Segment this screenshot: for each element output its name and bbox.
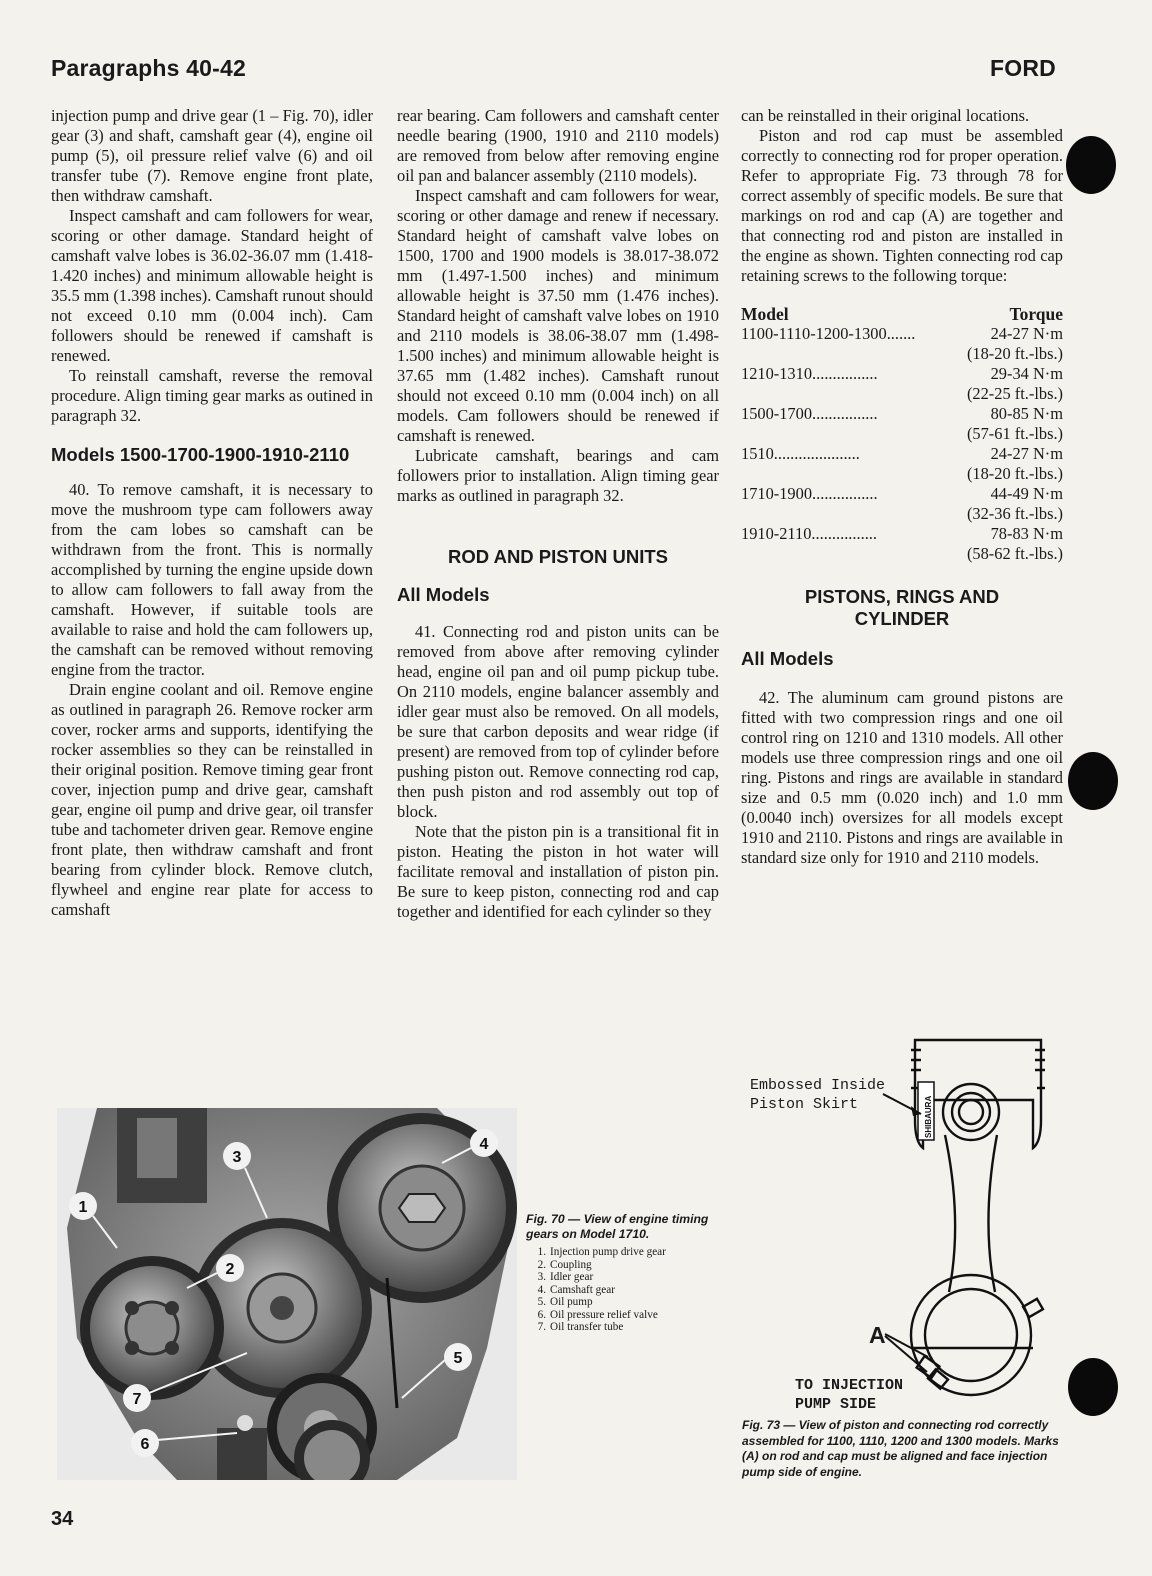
paragraph: 41. Connecting rod and piston units can be removed from above after removing cylinder head, engine oil pan and oil pump pickup tube. On 2110 models, engine balancer assembly and idler gear must also be removed. On all models, be sure that carbon deposits and wear ridge (if present) are removed from top of cylinder before pushing piston out. Remove connecting rod cap, then push piston and rod assembly out top of block.: [397, 622, 719, 821]
torque-nm: 80-85 N·m: [990, 404, 1063, 423]
torque-nm: 78-83 N·m: [990, 524, 1063, 543]
torque-row-ftlbs: [741, 544, 1063, 564]
torque-row-ftlbs: [741, 424, 1063, 444]
legend-number: 3.: [537, 1271, 546, 1283]
torque-empty: [741, 424, 949, 444]
label-pump-line: PUMP SIDE: [795, 1396, 877, 1413]
torque-nm: 29-34 N·m: [990, 364, 1063, 383]
embossed-text: SHIBAURA: [924, 1095, 933, 1138]
paragraph: Note that the piston pin is a transitional fit in piston. Heating the piston in hot water will facilitate removal and installation of piston pin. Be sure to keep piston, connecting rod and cap together and identified for each cylinder so they: [397, 822, 719, 921]
torque-row: [741, 364, 1063, 384]
legend-item: [526, 1259, 711, 1272]
paragraph: 40. To remove camshaft, it is necessary to move the mushroom type cam followers away from the cam lobes so camshaft can be withdrawn from the front. This is normally accomplished by turning the engine upside down to allow cam followers to fall away from the camshaft. However, if suitable tools are available to raise and hold the cam followers up, the camshaft can be removed without removing engine from the tractor.: [51, 480, 373, 679]
paragraph: Drain engine coolant and oil. Remove engine as outlined in paragraph 26. Remove rocker arm cover, rocker arms and supports, identifying the rocker assemblies so they can be reinstalled in their original position. Remove timing gear front cover, injection pump and drive gear, camshaft gear, engine oil pump and drive gear, oil transfer tube and tachometer driven gear. Remove engine front plate, then withdraw camshaft and front bearing from cylinder block. Remove clutch, flywheel and engine rear plate for access to camshaft: [51, 680, 373, 919]
callout-5: 5: [453, 1350, 463, 1367]
torque-model: [741, 524, 949, 544]
torque-model-label: 1710-1900: [741, 484, 813, 503]
page-header-right: FORD: [990, 55, 1056, 81]
torque-empty: [741, 344, 949, 364]
torque-model-label: 1500-1700: [741, 404, 813, 423]
legend-item: [526, 1309, 711, 1322]
binder-hole: [1068, 752, 1118, 810]
callout-2: 2: [225, 1261, 235, 1278]
legend-item: [526, 1271, 711, 1284]
section-title-line: PISTONS, RINGS AND: [804, 586, 1000, 607]
binder-hole: [1068, 1358, 1118, 1416]
torque-ftlbs: (18-20 ft.-lbs.): [966, 344, 1063, 363]
torque-empty: [741, 384, 949, 404]
section-heading: Models 1500-1700-1900-1910-2110: [51, 444, 350, 465]
torque-row: [741, 444, 1063, 464]
mark-a: A: [869, 1322, 886, 1348]
leader-dots: ................: [812, 484, 878, 503]
legend-item: [526, 1284, 711, 1297]
torque-ftlbs: (18-20 ft.-lbs.): [966, 464, 1063, 483]
torque-model: [741, 484, 949, 504]
label-embossed: [750, 1076, 885, 1114]
legend-label: Camshaft gear: [550, 1283, 615, 1296]
legend-number: 1.: [537, 1246, 546, 1258]
torque-model-label: 1100-1110-1200-1300: [741, 324, 887, 343]
torque-row-ftlbs: [741, 344, 1063, 364]
label-embossed-line: Embossed Inside: [750, 1077, 886, 1094]
torque-empty: [741, 464, 949, 484]
torque-model-label: 1210-1310: [741, 364, 813, 383]
section-title: ROD AND PISTON UNITS: [448, 546, 668, 567]
legend-item: [526, 1246, 711, 1259]
column-3: [741, 106, 1063, 868]
legend-number: 4.: [537, 1283, 546, 1296]
label-pump-side: [795, 1376, 903, 1414]
column-2: [397, 106, 719, 922]
legend-item: [526, 1321, 711, 1334]
torque-row: [741, 324, 1063, 344]
legend-number: 7.: [537, 1321, 546, 1333]
section-title-line: CYLINDER: [854, 608, 950, 629]
legend-item: [526, 1296, 711, 1309]
torque-ftlbs: (32-36 ft.-lbs.): [966, 504, 1063, 523]
torque-model: [741, 404, 949, 424]
legend-label: Idler gear: [550, 1271, 594, 1283]
legend-label: Oil pump: [550, 1296, 593, 1308]
paragraph: Inspect camshaft and cam followers for wear, scoring or other damage and renew if necessary. Standard height of camshaft valve lobes on 1500, 1700 and 1900 models is 38.017-38.072 mm (1.497-1.500 inches) and minimum allowable height is 37.50 mm (1.476 inches). Standard height of camshaft valve lobes on 1910 and 2110 models is 38.06-38.07 mm (1.498-1.500 inches) and minimum allowable height is 37.65 mm (1.482 inches). Camshaft runout should not exceed 0.10 mm (0.004 inch) on all models. Cam followers should be renewed if camshaft is renewed.: [397, 186, 719, 445]
torque-row-ftlbs: [741, 384, 1063, 404]
page-header-left: Paragraphs 40-42: [51, 55, 246, 81]
legend-label: Coupling: [550, 1258, 592, 1271]
legend-label: Oil transfer tube: [550, 1321, 624, 1333]
torque-model-label: 1510: [741, 444, 774, 463]
torque-nm: 24-27 N·m: [990, 324, 1063, 343]
torque-nm: 24-27 N·m: [990, 444, 1063, 463]
torque-model: [741, 444, 949, 464]
torque-row: [741, 524, 1063, 544]
torque-empty: [741, 544, 949, 564]
torque-table: [741, 304, 1063, 564]
legend-number: 5.: [537, 1296, 546, 1308]
section-title: [741, 586, 1063, 630]
torque-ftlbs: (22-25 ft.-lbs.): [966, 384, 1063, 403]
torque-ftlbs: (57-61 ft.-lbs.): [966, 424, 1063, 443]
paragraph: To reinstall camshaft, reverse the removal procedure. Align timing gear marks as outined in paragraph 32.: [51, 366, 373, 425]
binder-hole: [1066, 136, 1116, 194]
legend-number: 6.: [537, 1308, 546, 1321]
leader-dots: .......: [886, 324, 916, 343]
paragraph: Piston and rod cap must be assembled correctly to connecting rod for proper operation. Refer to appropriate Fig. 73 through 78 for correct assembly of specific models. Be sure that markings on rod and cap (A) are together and that connecting rod and piston are installed in the engine as shown. Tighten connecting rod cap retaining screws to the following torque:: [741, 126, 1063, 285]
paragraph: Lubricate camshaft, bearings and cam followers prior to installation. Align timing gear marks as outlined in paragraph 32.: [397, 446, 719, 505]
leader-dots: .....................: [773, 444, 860, 463]
torque-row-ftlbs: [741, 464, 1063, 484]
torque-row-ftlbs: [741, 504, 1063, 524]
torque-ftlbs: (58-62 ft.-lbs.): [966, 544, 1063, 563]
legend-label: Injection pump drive gear: [550, 1246, 666, 1258]
torque-empty: [741, 504, 949, 524]
callout-7: 7: [132, 1391, 142, 1408]
paragraph: can be reinstalled in their original locations.: [741, 106, 1030, 125]
torque-row: [741, 404, 1063, 424]
subheading: All Models: [741, 648, 834, 669]
legend-label: Oil pressure relief valve: [550, 1308, 658, 1321]
subheading: All Models: [397, 584, 490, 605]
fig73-drawing: [745, 1030, 1075, 1415]
page-number: 34: [51, 1508, 74, 1530]
legend-number: 2.: [537, 1258, 546, 1271]
torque-model: [741, 324, 949, 344]
fig70-title: Fig. 70 — View of engine timing gears on Model 1710.: [526, 1212, 709, 1241]
callout-4: 4: [479, 1136, 489, 1153]
label-pump-line: TO INJECTION: [795, 1377, 904, 1394]
leader-dots: ................: [811, 524, 877, 543]
leader-dots: ................: [812, 404, 878, 423]
torque-nm: 44-49 N·m: [990, 484, 1063, 503]
callout-6: 6: [140, 1436, 150, 1453]
torque-row: [741, 484, 1063, 504]
paragraph: rear bearing. Cam followers and camshaft center needle bearing (1900, 1910 and 2110 models) are removed from below after removing engine oil pan and balancer assembly (2110 models).: [397, 106, 719, 185]
table-header-torque: Torque: [1009, 304, 1063, 324]
column-1: [51, 106, 373, 920]
callout-1: 1: [78, 1199, 88, 1216]
fig73-caption: Fig. 73 — View of piston and connecting rod correctly assembled for 1100, 1110, 1200 and 1300 models. Marks (A) on rod and cap must be aligned and face injection pump side of engine.: [742, 1418, 1059, 1479]
paragraph: injection pump and drive gear (1 – Fig. 70), idler gear (3) and shaft, camshaft gear (4), engine oil pump (5), oil pressure relief valve (6) and oil transfer tube (7). Remove engine front plate, then withdraw camshaft.: [51, 106, 373, 205]
fig70-caption: [526, 1212, 711, 1334]
callout-3: 3: [232, 1149, 242, 1166]
paragraph: 42. The aluminum cam ground pistons are fitted with two compression rings and one oil control ring on 1210 and 1310 models. All other models use three compression rings and one oil ring. Pistons and rings are available in standard size and 0.5 mm (0.020 inch) and 1.0 mm (0.0040 inch) oversizes for all models except 1910 and 2110. Pistons and rings are available in standard size only for 1910 and 2110 models.: [741, 688, 1063, 867]
label-embossed-line: Piston Skirt: [750, 1096, 859, 1113]
table-header-model: Model: [741, 304, 789, 324]
leader-dots: ................: [812, 364, 878, 383]
gears-illustration: [57, 1108, 517, 1480]
engine-timing-gears-photo: [57, 1108, 517, 1480]
paragraph: Inspect camshaft and cam followers for wear, scoring or other damage. Standard height of camshaft valve lobes is 36.02-36.07 mm (1.418-1.420 inches) and minimum allowable height is 35.5 mm (1.398 inches). Camshaft runout should not exceed 0.10 mm (0.004 inch). Cam followers should be renewed if camshaft is renewed.: [51, 206, 373, 365]
torque-model: [741, 364, 949, 384]
fig70-legend: [526, 1246, 711, 1334]
torque-model-label: 1910-2110: [741, 524, 812, 543]
